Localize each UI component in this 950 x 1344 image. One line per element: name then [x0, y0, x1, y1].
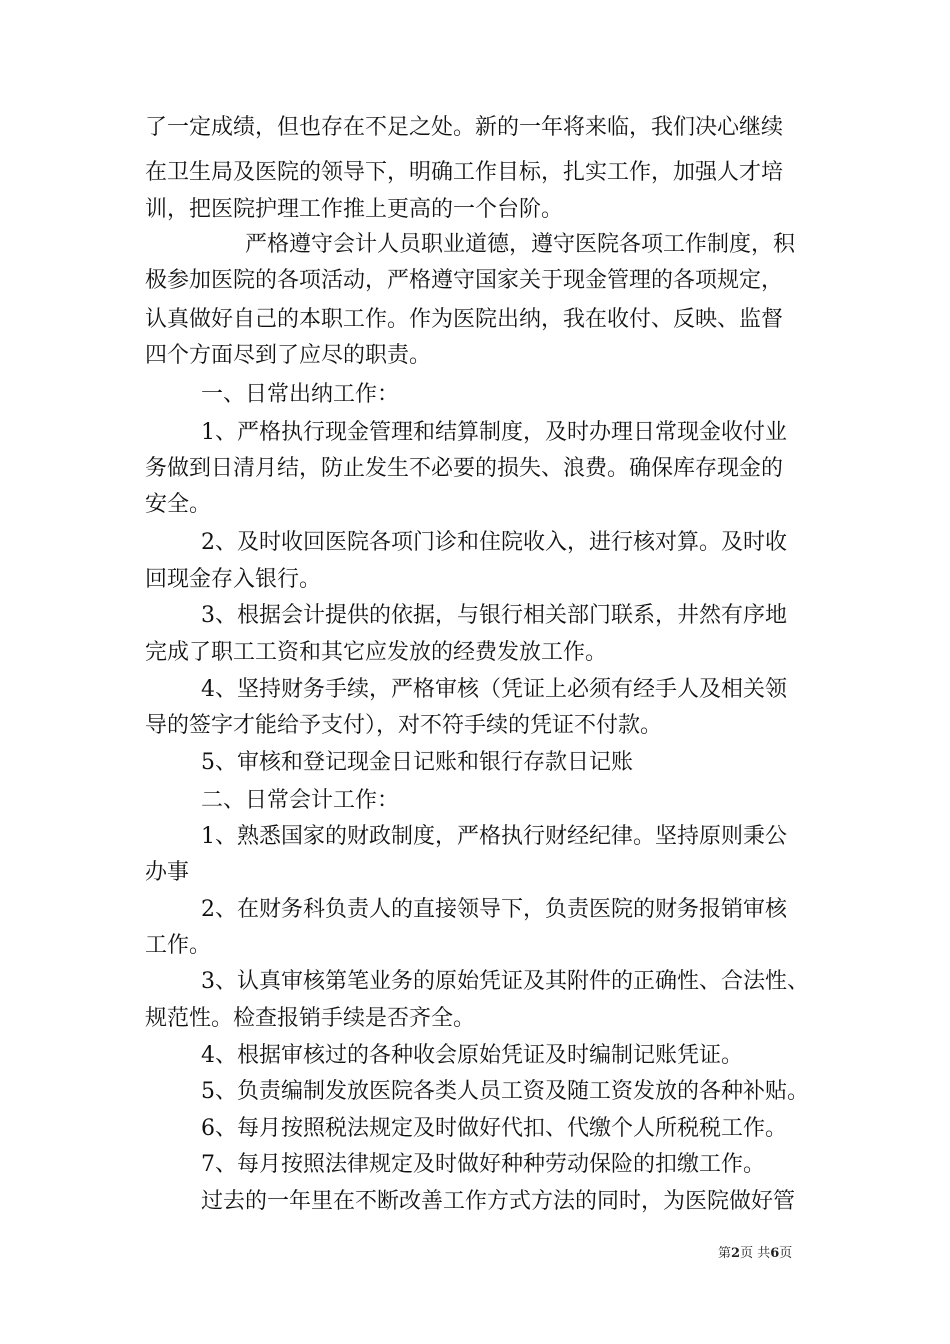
- text-line: 3、根据会计提供的依据，与银行相关部门联系，井然有序地: [201, 603, 787, 628]
- text-line: 了一定成绩，但也存在不足之处。新的一年将来临，我们决心继续: [145, 115, 784, 140]
- text-line: 训，把医院护理工作推上更高的一个台阶。: [145, 197, 564, 222]
- text-line: 规范性。检查报销手续是否齐全。: [145, 1006, 476, 1031]
- text-line: 在卫生局及医院的领导下，明确工作目标，扎实工作，加强人才培: [145, 160, 784, 185]
- text-line: 1、熟悉国家的财政制度，严格执行财经纪律。坚持原则秉公: [201, 824, 787, 849]
- footer-suffix: 页: [779, 1246, 793, 1261]
- section-heading: 一、日常出纳工作：: [201, 382, 400, 407]
- text-line: 2、及时收回医院各项门诊和住院收入，进行核对算。及时收: [201, 530, 787, 555]
- text-line: 导的签字才能给予支付），对不符手续的凭证不付款。: [145, 713, 663, 738]
- text-line: 3、认真审核第笔业务的原始凭证及其附件的正确性、合法性、: [201, 969, 809, 994]
- text-line: 安全。: [145, 492, 212, 517]
- text-line: 7、每月按照法律规定及时做好种种劳动保险的扣缴工作。: [201, 1152, 765, 1177]
- text-line: 5、审核和登记现金日记账和银行存款日记账: [201, 750, 633, 775]
- text-line: 回现金存入银行。: [145, 567, 322, 592]
- text-line: 4、坚持财务手续，严格审核（凭证上必须有经手人及相关领: [201, 677, 787, 702]
- footer-middle: 页 共: [740, 1246, 771, 1261]
- text-line: 办事: [145, 860, 190, 885]
- section-heading: 二、日常会计工作：: [201, 788, 400, 813]
- text-line: 务做到日清月结，防止发生不必要的损失、浪费。确保库存现金的: [145, 456, 784, 481]
- text-line: 完成了职工工资和其它应发放的经费发放工作。: [145, 640, 608, 665]
- total-pages-number: 6: [770, 1246, 780, 1261]
- text-line: 极参加医院的各项活动，严格遵守国家关于现金管理的各项规定，: [145, 268, 784, 293]
- text-line: 4、根据审核过的各种收会原始凭证及时编制记账凭证。: [201, 1043, 743, 1068]
- footer-prefix: 第: [718, 1246, 732, 1261]
- text-line: 过去的一年里在不断改善工作方式方法的同时，为医院做好管: [201, 1189, 796, 1214]
- text-line: 严格遵守会计人员职业道德，遵守医院各项工作制度，积: [245, 232, 796, 257]
- text-line: 四个方面尽到了应尽的职责。: [145, 343, 432, 368]
- text-line: 6、每月按照税法规定及时做好代扣、代缴个人所税税工作。: [201, 1116, 787, 1141]
- text-line: 5、负责编制发放医院各类人员工资及随工资发放的各种补贴。: [201, 1079, 809, 1104]
- text-line: 1、严格执行现金管理和结算制度，及时办理日常现金收付业: [201, 420, 787, 445]
- text-line: 认真做好自己的本职工作。作为医院出纳，我在收付、反映、监督: [145, 307, 784, 332]
- page-number-footer: [718, 1245, 792, 1263]
- current-page-number: 2: [731, 1246, 741, 1261]
- text-line: 工作。: [145, 933, 212, 958]
- text-line: 2、在财务科负责人的直接领导下，负责医院的财务报销审核: [201, 897, 787, 922]
